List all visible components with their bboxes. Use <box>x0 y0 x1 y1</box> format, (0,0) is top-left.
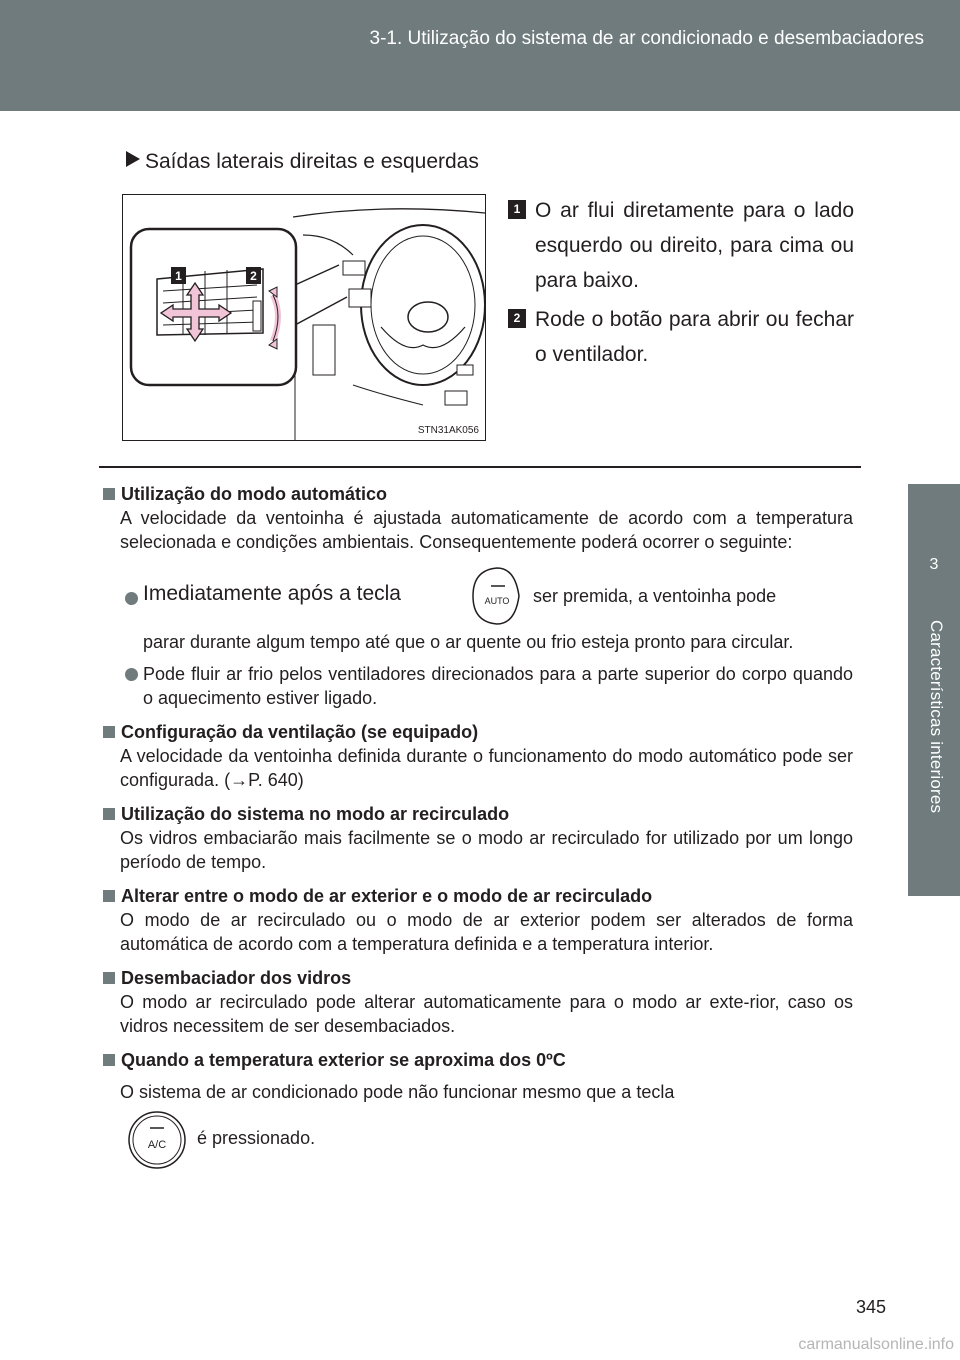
dashboard-vent-drawing <box>123 195 485 440</box>
square-bullet-icon <box>103 890 115 902</box>
note-text-ventilation: A velocidade da ventoinha definida durante o funcionamento do modo automático pode ser configurada. (→P. 640) <box>120 746 853 790</box>
page-number: 345 <box>855 1297 886 1317</box>
auto-bullet-1: Imediatamente após a tecla AUTO ser premida, a ventoinha pode <box>103 566 853 626</box>
note-heading-switching: Alterar entre o modo de ar exterior e o modo de ar recirculado <box>103 884 853 908</box>
round-bullet-icon <box>125 668 138 681</box>
section-divider <box>99 466 861 468</box>
vent-illustration <box>122 194 486 441</box>
page-header <box>0 0 960 111</box>
ac-button-label: A/C <box>147 1139 167 1151</box>
numbered-item-2: 2 Rode o botão para abrir ou fechar o ventilador. <box>508 302 854 372</box>
round-bullet-icon <box>125 592 138 605</box>
auto-bullet-1-cont: parar durante algum tempo até que o ar quente ou frio esteja pronto para circular. <box>143 632 794 652</box>
auto-button-icon <box>463 566 523 626</box>
numbered-item-1: 1 O ar flui diretamente para o lado esquerdo ou direito, para cima ou para baixo. <box>508 193 854 298</box>
auto-button-label: AUTO <box>484 596 510 606</box>
figure-code: STN31AK056 <box>417 425 479 436</box>
note-text-defog: O modo ar recirculado pode alterar automaticamente para o modo ar exte-rior, caso os vidros necessitem de ser desembaciados. <box>120 992 853 1036</box>
note-heading-defog: Desembaciador dos vidros <box>103 966 853 990</box>
ac-row: A/C é pressionado. <box>103 1110 853 1174</box>
section-title: Saídas laterais direitas e esquerdas <box>126 150 479 174</box>
triangle-bullet-icon <box>126 151 140 167</box>
square-bullet-icon <box>103 1054 115 1066</box>
note-text-cold: O sistema de ar condicionado pode não funcionar mesmo que a tecla <box>120 1082 675 1102</box>
number-badge: 2 <box>508 309 526 328</box>
square-bullet-icon <box>103 726 115 738</box>
chapter-title: 3-1. Utilização do sistema de ar condicionado e desembaciadores <box>369 28 924 49</box>
note-heading-ventilation: Configuração da ventilação (se equipado) <box>103 720 853 744</box>
chapter-label: Características interiores <box>927 620 946 814</box>
square-bullet-icon <box>103 488 115 500</box>
figure-badge-1: 1 <box>175 269 182 283</box>
figure-badge-2: 2 <box>250 269 257 283</box>
notes-section <box>103 482 853 1174</box>
ac-button-icon <box>127 1110 187 1170</box>
watermark: carmanualsonline.info <box>798 1336 954 1353</box>
chapter-number: 3 <box>929 556 939 573</box>
note-text-switching: O modo de ar recirculado ou o modo de ar exterior podem ser alterados de forma automática de acordo com a temperatura definida e a temperatura interior. <box>120 910 853 954</box>
square-bullet-icon <box>103 808 115 820</box>
square-bullet-icon <box>103 972 115 984</box>
note-heading-recirculated: Utilização do sistema no modo ar recirculado <box>103 802 853 826</box>
numbered-items <box>508 193 854 376</box>
note-heading-cold: Quando a temperatura exterior se aproxima dos 0ºC <box>103 1048 853 1072</box>
note-heading-auto: Utilização do modo automático <box>103 482 853 506</box>
number-badge: 1 <box>508 200 526 219</box>
note-text-auto: A velocidade da ventoinha é ajustada automaticamente de acordo com a temperatura selecionada e condições ambientais. Consequentemente poderá ocorrer o seguinte: <box>120 508 853 552</box>
auto-bullet-2: Pode fluir ar frio pelos ventiladores direcionados para a parte superior do corpo quando o aquecimento estiver ligado. <box>103 662 853 710</box>
note-text-recirculated: Os vidros embaciarão mais facilmente se o modo ar recirculado for utilizado por um longo período de tempo. <box>120 828 853 872</box>
